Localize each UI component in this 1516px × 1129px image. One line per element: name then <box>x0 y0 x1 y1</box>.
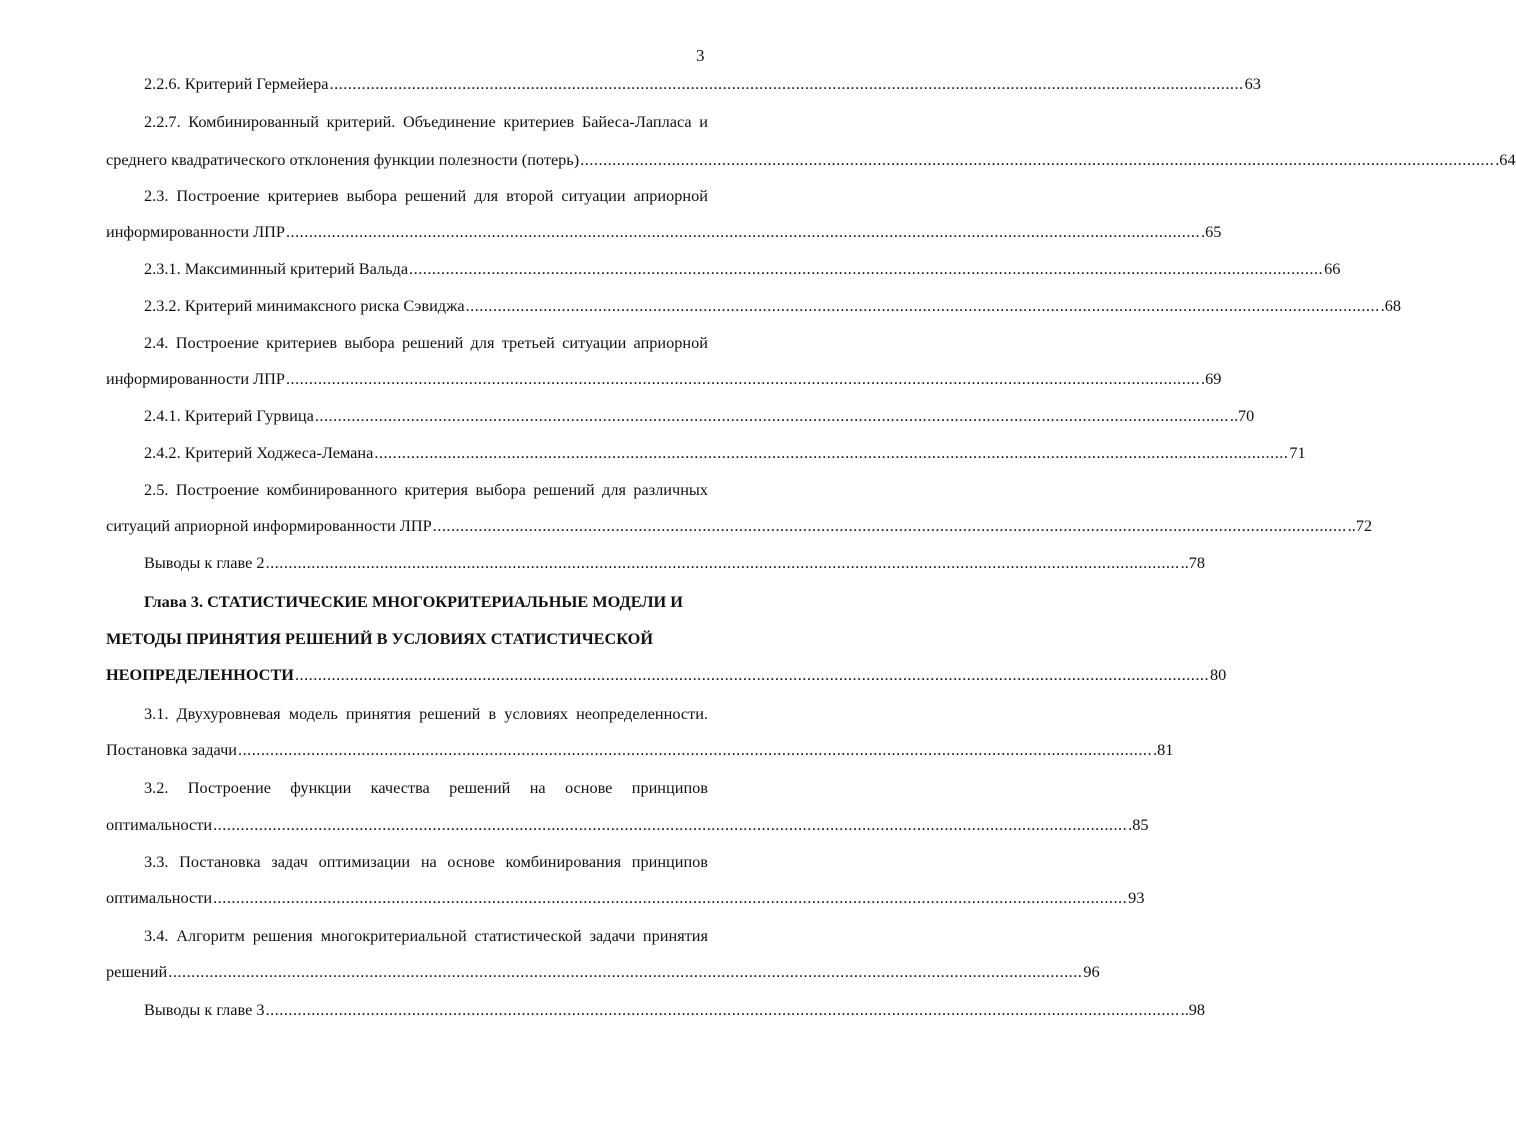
toc-entry <box>106 888 1145 908</box>
leader-dots: ........................................................................................................................................................................................................ <box>285 369 1201 388</box>
toc-entry-page: ..78 <box>1180 553 1206 572</box>
toc-entry-title-line2: оптимальности <box>106 815 213 834</box>
toc-entry-title-line2: среднего квадратического отклонения функции полезности (потерь) <box>106 150 580 169</box>
toc-entry-title-line2: Постановка задачи <box>106 740 237 759</box>
leader-dots: ........................................................................................................................................................................................................ <box>465 296 1380 315</box>
toc-entry-page: ..98 <box>1180 1000 1206 1019</box>
page-number: 3 <box>696 46 705 65</box>
toc-entry-title: Выводы к главе 3 <box>144 1000 265 1019</box>
leader-dots: ........................................................................................................................................................................................................ <box>329 74 1244 93</box>
toc-entry-page: .69 <box>1201 369 1222 388</box>
toc-entry-title-line1: 2.5. Построение комбинированного критерия выбора решений для различных <box>144 480 708 499</box>
leader-dots: ........................................................................................................................................................................................................ <box>294 665 1210 684</box>
toc-entry-title-line2: ситуаций априорной информированности ЛПР <box>106 516 432 535</box>
leader-dots: ........................................................................................................................................................................................................ <box>314 406 1229 425</box>
toc-entry <box>106 740 1174 760</box>
leader-dots: ........................................................................................................................................................................................................ <box>238 740 1153 759</box>
toc-entry-page: ..72 <box>1347 516 1373 535</box>
toc-entry-title-line1: 3.3. Постановка задач оптимизации на основе комбинирования принципов <box>144 852 708 871</box>
toc-entry-page: 63 <box>1244 74 1261 93</box>
leader-dots: ........................................................................................................................................................................................................ <box>168 962 1083 981</box>
toc-entry-page: .65 <box>1201 222 1222 241</box>
toc-entry-title-line2: информированности ЛПР <box>106 369 285 388</box>
toc-entry-page: ..70 <box>1229 406 1255 425</box>
toc-entry-page: .64 <box>1495 150 1516 169</box>
toc-entry-title-line2: решений <box>106 962 168 981</box>
toc-entry <box>106 815 1149 835</box>
toc-entry-title-line1: 3.4. Алгоритм решения многокритериальной статистической задачи принятия <box>144 926 708 945</box>
toc-entry <box>106 516 1373 536</box>
leader-dots: ........................................................................................................................................................................................................ <box>265 1000 1180 1019</box>
toc-entry-page: 80 <box>1210 665 1227 684</box>
toc-entry <box>144 74 1261 94</box>
toc-entry-page: 93 <box>1128 888 1145 907</box>
toc-entry <box>144 553 1206 573</box>
toc-entry-page: .81 <box>1153 740 1174 759</box>
toc-entry <box>144 259 1341 279</box>
toc-entry <box>144 296 1401 316</box>
toc-entry <box>106 222 1222 242</box>
chapter-heading-line3: НЕОПРЕДЕЛЕННОСТИ <box>106 665 294 684</box>
toc-entry-title: 2.3.1. Максиминный критерий Вальда <box>144 259 409 278</box>
chapter-heading-line1: Глава 3. СТАТИСТИЧЕСКИЕ МНОГОКРИТЕРИАЛЬНЫЕ МОДЕЛИ И <box>144 592 683 611</box>
toc-entry <box>144 406 1255 426</box>
toc-entry-title-line1: 2.3. Построение критериев выбора решений для второй ситуации априорной <box>144 186 708 205</box>
toc-entry-page: .68 <box>1380 296 1401 315</box>
toc-entry-page: 66 <box>1324 259 1341 278</box>
leader-dots: ........................................................................................................................................................................................................ <box>285 222 1201 241</box>
leader-dots: ........................................................................................................................................................................................................ <box>374 443 1289 462</box>
toc-entry-title: 2.2.6. Критерий Гермейера <box>144 74 329 93</box>
chapter-heading-line2: МЕТОДЫ ПРИНЯТИЯ РЕШЕНИЙ В УСЛОВИЯХ СТАТИСТИЧЕСКОЙ <box>106 629 654 648</box>
toc-entry-title: Выводы к главе 2 <box>144 553 265 572</box>
toc-entry-page: 71 <box>1289 443 1306 462</box>
leader-dots: ........................................................................................................................................................................................................ <box>409 259 1324 278</box>
leader-dots: ........................................................................................................................................................................................................ <box>580 150 1495 169</box>
toc-entry-title-line1: 3.2. Построение функции качества решений на основе принципов <box>144 778 708 797</box>
toc-entry-title: 2.3.2. Критерий минимаксного риска Сэвиджа <box>144 296 465 315</box>
toc-entry-title: 2.4.2. Критерий Ходжеса-Лемана <box>144 443 374 462</box>
toc-entry-title-line2: информированности ЛПР <box>106 222 285 241</box>
toc-entry-title-line1: 2.2.7. Комбинированный критерий. Объединение критериев Байеса-Лапласа и <box>144 112 708 131</box>
toc-entry <box>106 962 1100 982</box>
leader-dots: ........................................................................................................................................................................................................ <box>213 815 1128 834</box>
toc-entry <box>106 150 1516 170</box>
leader-dots: ........................................................................................................................................................................................................ <box>265 553 1180 572</box>
toc-entry-title-line2: оптимальности <box>106 888 213 907</box>
toc-entry-page: .85 <box>1128 815 1149 834</box>
toc-entry-title-line1: 3.1. Двухуровневая модель принятия решений в условиях неопределенности. <box>144 704 708 723</box>
toc-entry <box>106 369 1222 389</box>
toc-entry-page: 96 <box>1083 962 1100 981</box>
toc-entry <box>106 665 1227 685</box>
leader-dots: ........................................................................................................................................................................................................ <box>213 888 1128 907</box>
leader-dots: ........................................................................................................................................................................................................ <box>432 516 1347 535</box>
toc-entry <box>144 1000 1206 1020</box>
toc-entry-title: 2.4.1. Критерий Гурвица <box>144 406 314 425</box>
toc-entry <box>144 443 1306 463</box>
toc-entry-title-line1: 2.4. Построение критериев выбора решений для третьей ситуации априорной <box>144 333 708 352</box>
